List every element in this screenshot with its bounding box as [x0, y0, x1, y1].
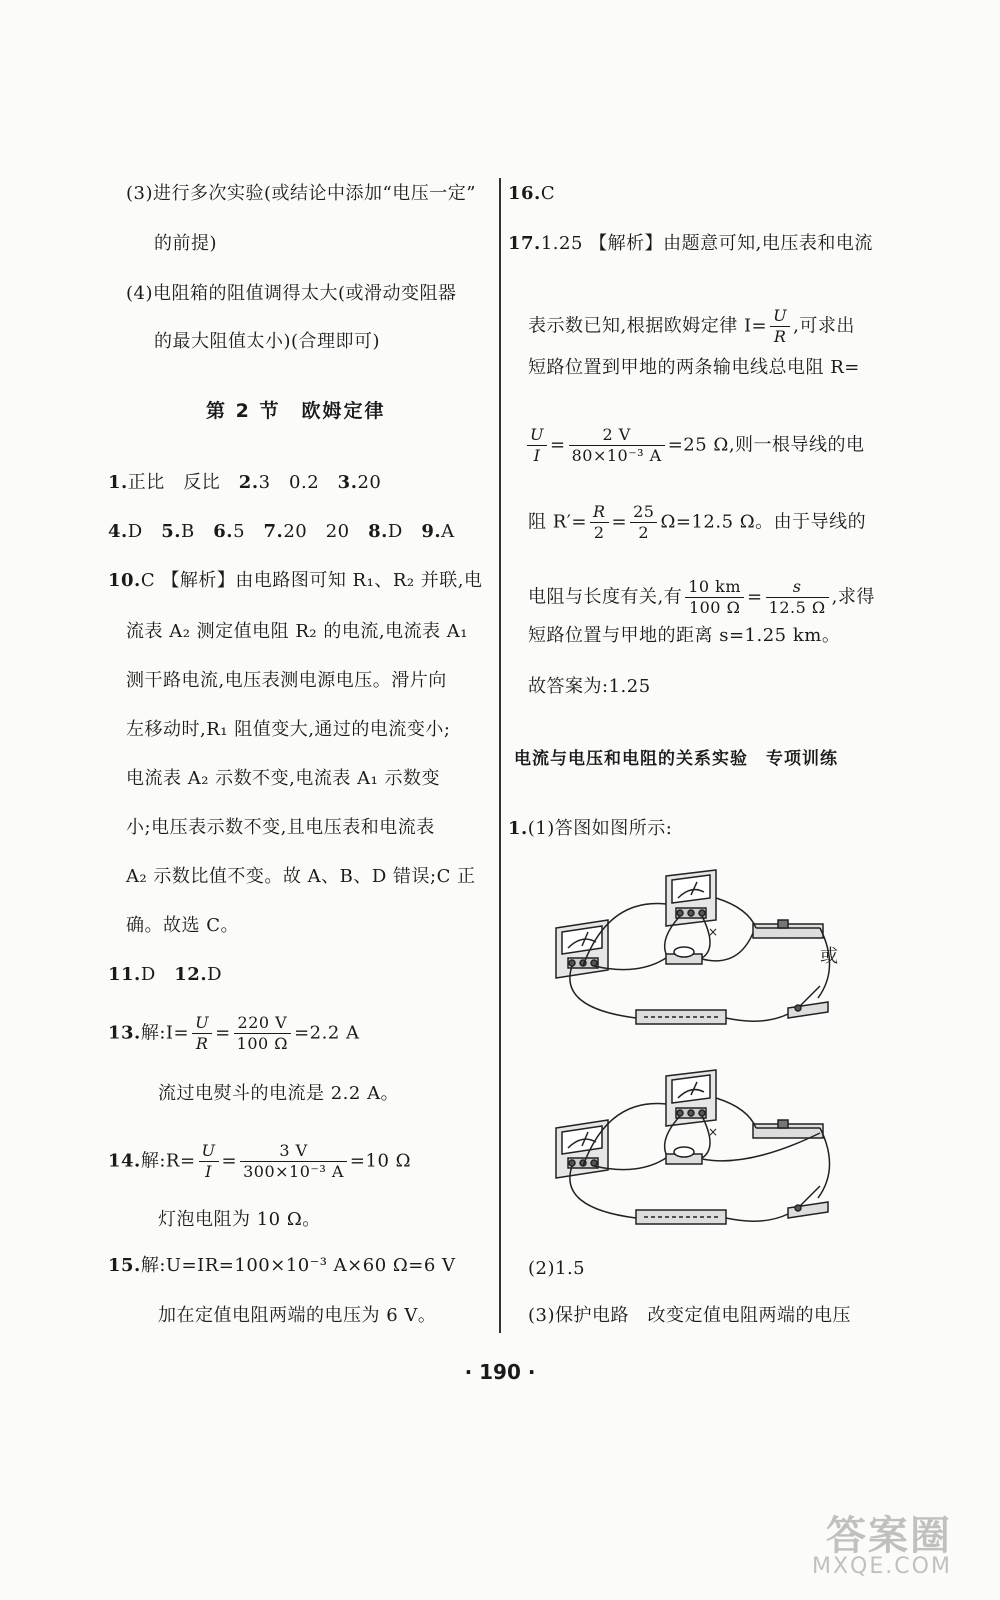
q10-line-3: 测干路电流,电压表测电源电压。滑片向: [126, 670, 447, 691]
q15-conclusion: 加在定值电阻两端的电压为 6 V。: [158, 1305, 437, 1326]
q9-number: 9.: [421, 521, 442, 542]
q17-line-7: 短路位置与甲地的距离 s=1.25 km。: [528, 625, 841, 646]
q17-fraction-km-ohm: $\frac{10 km}{100 \Omega}$: [685, 577, 744, 618]
or-label: 或: [820, 946, 839, 967]
q17-line-8: 故答案为:1.25: [528, 676, 651, 697]
q10-text-1: 由电路图可知 R₁、R₂ 并联,电: [235, 570, 483, 591]
special-training-title: 电流与电压和电阻的关系实验 专项训练: [514, 749, 838, 769]
q17-line-4: $\frac{U}{I}$ = $\frac{2 V}{\text{80×10⁻³ A}}$ =25 Ω,则一根导线的电: [524, 425, 865, 466]
q1-number: 1.: [108, 472, 128, 493]
voltmeter-icon: [556, 1120, 608, 1178]
q17-line-6: 电阻与长度有关,有 $\frac{10 km}{100 \Omega}$ = $\frac{s}{12.5 \Omega}$ ,求得: [528, 577, 875, 617]
q10-line-5: 电流表 A₂ 示数不变,电流表 A₁ 示数变: [126, 768, 441, 789]
q14-number: 14.: [108, 1150, 141, 1172]
q3-answer: 20: [357, 472, 382, 493]
q17-fraction-25-2: $\frac{25}{2}$: [630, 502, 657, 543]
svg-text:×: ×: [708, 1125, 719, 1139]
resistor-icon: [666, 947, 702, 964]
q12-answer: D: [207, 964, 223, 985]
circuit-diagram-2: [548, 1058, 848, 1238]
q4-explanation-line1: (4)电阻箱的阻值调得太大(或滑动变阻器: [126, 283, 457, 304]
q17-fraction-ur: $\frac{U}{R}$: [770, 306, 790, 347]
q15-number: 15.: [108, 1255, 141, 1276]
q13-equation: 13.解:I= $\frac{U}{R}$ = $\frac{220 V}{100 \Omega}$ =2.2 A: [108, 1013, 360, 1053]
q10-line-1: [108, 568, 483, 594]
q12-number: 12.: [174, 964, 208, 985]
watermark-logo: 答案圈 MXQE.COM: [812, 1513, 952, 1579]
q14-prefix: 解:R=: [140, 1150, 196, 1172]
q17-line-3: 短路位置到甲地的两条输电线总电阻 R=: [528, 357, 860, 378]
q7-answer: 20 20: [283, 521, 369, 542]
q14-fraction-values: $\frac{3 V}{\text{300×10⁻³ A}}$: [240, 1141, 347, 1182]
svg-text:×: ×: [708, 925, 719, 939]
column-divider: [499, 178, 501, 1333]
q17-fraction-r2: $\frac{R}{2}$: [590, 502, 609, 543]
answers-row-1: [108, 470, 381, 496]
q17-fraction-s: $\frac{s}{12.5 \Omega}$: [766, 577, 829, 618]
q7-number: 7.: [263, 521, 284, 542]
q17-line-5: 阻 R′= $\frac{R}{2}$ = $\frac{25}{2}$ Ω=12.5 Ω。由于导线的: [528, 502, 867, 542]
q10-number: 10.: [108, 570, 141, 591]
ammeter-icon: [666, 1070, 716, 1126]
q15-line: 解:U=IR=100×10⁻³ A×60 Ω=6 V: [140, 1255, 456, 1276]
q5-number: 5.: [161, 521, 182, 542]
q10-line-4: 左移动时,R₁ 阻值变大,通过的电流变小;: [126, 719, 451, 740]
circuit-diagram-1: [548, 858, 848, 1038]
page-number: · 190 ·: [464, 1360, 536, 1384]
q9-answer: A: [441, 521, 455, 542]
battery-icon: [636, 1010, 726, 1024]
q8-number: 8.: [368, 521, 388, 542]
q16-number: 16.: [508, 183, 541, 204]
battery-icon: [636, 1210, 726, 1224]
q10-line-8: 确。故选 C。: [126, 915, 239, 936]
q13-prefix: 解:I=: [140, 1022, 190, 1044]
q4-number: 4.: [108, 521, 128, 542]
q15-equation: [108, 1253, 456, 1279]
rheostat-icon: [753, 920, 823, 938]
q4-explanation-line2: 的最大阻值太小)(合理即可): [154, 331, 381, 352]
q13-fraction-ur: $\frac{U}{R}$: [192, 1013, 212, 1054]
rheostat-icon: [753, 1120, 823, 1138]
q14-result: =10 Ω: [349, 1150, 412, 1172]
q10-answer: C 【解析】: [140, 570, 236, 591]
answers-row-2: [108, 519, 455, 545]
t1-part-2: (2)1.5: [528, 1258, 586, 1279]
q17-head: 1.25 【解析】由题意可知,电压表和电流: [540, 233, 873, 254]
q14-equation: 14.解:R= $\frac{U}{I}$ = $\frac{3 V}{\text{300×10⁻³ A}}$ =10 Ω: [108, 1141, 412, 1181]
q3-number: 3.: [337, 472, 358, 493]
q5-answer: B: [181, 521, 214, 542]
q6-answer: 5: [233, 521, 264, 542]
q10-line-2: 流表 A₂ 测定值电阻 R₂ 的电流,电流表 A₁: [126, 621, 469, 642]
q17-fraction-values: $\frac{2 V}{\text{80×10⁻³ A}}$: [569, 425, 665, 466]
t1-part-3: (3)保护电路 改变定值电阻两端的电压: [528, 1305, 851, 1326]
q13-fraction-values: $\frac{220 V}{100 \Omega}$: [234, 1013, 291, 1054]
q2-answer: 3 0.2: [258, 472, 338, 493]
q3-explanation-line2: 的前提): [154, 233, 218, 254]
q13-conclusion: 流过电熨斗的电流是 2.2 A。: [158, 1083, 400, 1104]
q17-line-2: 表示数已知,根据欧姆定律 I= $\frac{U}{R}$ ,可求出: [528, 306, 855, 346]
answers-row-11: [108, 962, 222, 988]
q17-fraction-ui: $\frac{U}{I}$: [527, 425, 547, 466]
q10-line-6: 小;电压表示数不变,且电压表和电流表: [126, 817, 435, 838]
q14-fraction-ui: $\frac{U}{I}$: [199, 1141, 219, 1182]
q2-number: 2.: [238, 472, 259, 493]
t1-number: 1.: [508, 818, 528, 839]
q11-answer: D: [140, 964, 175, 985]
q16-answer: C: [540, 183, 556, 204]
q10-line-7: A₂ 示数比值不变。故 A、B、D 错误;C 正: [126, 866, 476, 887]
voltmeter-icon: [556, 920, 608, 978]
section-title: 第 2 节 欧姆定律: [206, 400, 386, 422]
q13-result: =2.2 A: [294, 1022, 360, 1044]
resistor-icon: [666, 1147, 702, 1164]
q4-answer: D: [127, 521, 162, 542]
ammeter-icon: [666, 870, 716, 926]
q1-answer: 正比 反比: [127, 472, 239, 493]
q8-answer: D: [387, 521, 422, 542]
q13-number: 13.: [108, 1022, 141, 1044]
t1-line: 1.(1)答图如图所示:: [508, 818, 673, 839]
q6-number: 6.: [213, 521, 234, 542]
q14-conclusion: 灯泡电阻为 10 Ω。: [158, 1209, 321, 1230]
q17-number: 17.: [508, 233, 541, 254]
q17-line-1: [508, 231, 873, 257]
q16-line: [508, 181, 555, 207]
q3-explanation-line1: (3)进行多次实验(或结论中添加“电压一定”: [126, 183, 476, 204]
q11-number: 11.: [108, 964, 141, 985]
